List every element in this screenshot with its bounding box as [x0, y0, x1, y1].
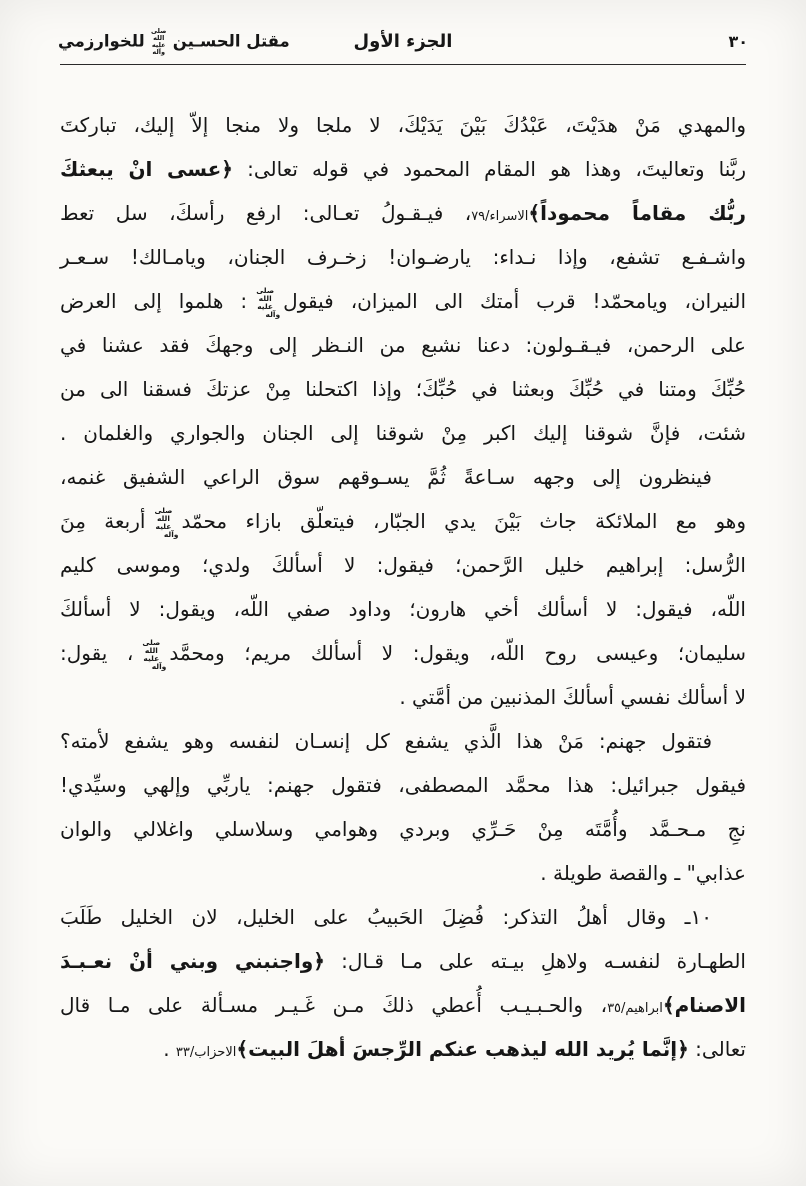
text-segment: حُبِّكَ ومتنا في حُبِّكَ وبعثنا في حُبِّكَ؛ وإذا اكتحلنا مِنْ عزتكَ فسقنا الى من: [60, 377, 746, 401]
text-line: [60, 103, 746, 147]
text-segment: على الرحمن، فيـقـولون: دعنا نشبع من النـظر إلى وجهكَ فقد عشنا في: [60, 333, 746, 357]
text-line: [60, 235, 746, 279]
text-segment: الرُّسل: إبراهيم خليل الرَّحمن؛ فيقول: لا أسألكَ ولدي؛ وموسى كليم: [60, 553, 746, 577]
text-line: [60, 851, 746, 895]
verse-reference: الاسراء/٧٩: [471, 209, 529, 224]
book-title-author: للخوارزمي: [57, 31, 145, 51]
verse-reference: ابراهيم/٣٥: [607, 1001, 663, 1016]
text-line: [60, 499, 746, 543]
text-segment: النيران، ويامحمّد! قرب أمتك الى الميزان، فيقول: [283, 289, 746, 313]
body-text: [0, 103, 806, 1071]
page-number: ٣٠: [728, 31, 748, 51]
text-line: [60, 147, 746, 191]
text-line: [60, 323, 746, 367]
text-segment: واشـفـع تشفع، وإذا نـداء: يارضـوان! زخـرف الجنان، ويامـالك! سـعـر: [60, 245, 746, 269]
page-header: [0, 24, 806, 64]
header-divider: [60, 64, 746, 65]
text-segment: فيقول جبرائيل: هذا محمَّد المصطفى، فتقول جهنم: ياربِّي وإلهي وسيِّدي!: [60, 773, 746, 797]
book-title: [58, 28, 354, 56]
text-segment: فتقول جهنم: مَنْ هذا الَّذي يشفع كل إنسـان لنفسه وهو يشفع لأمته؟: [60, 729, 712, 753]
salawat-icon: صلى الله عليه وآله: [256, 285, 281, 319]
text-segment: الطهـارة لنفسـه ولاهلِ بيـته على مـا قـال:: [324, 949, 746, 973]
text-segment: نجِ مـحـمَّد وأُمَّتَه مِنْ حَـرِّي وبردي وهوامي وسلاسلي واغلالي والوان: [60, 817, 746, 841]
text-line: [60, 543, 746, 587]
text-segment: أربعة مِنَ: [60, 509, 146, 533]
text-line: [60, 983, 746, 1027]
text-line: [60, 1027, 746, 1071]
text-segment: فينظرون إلى وجهه سـاعةً ثُمَّ يسـوقهم سوق الراعي الشفيق غنمه،: [60, 465, 712, 489]
salawat-icon: صلى الله عليه وآله: [154, 505, 179, 539]
text-segment: : هلموا إلى العرض: [60, 289, 248, 313]
salawat-icon: صلى الله عليه وآله: [142, 637, 167, 671]
text-line: [60, 631, 746, 675]
text-line: [60, 587, 746, 631]
text-line: [60, 895, 746, 939]
book-title-text: مقتل الحسـين: [172, 31, 290, 51]
text-segment: ربَّنا وتعاليتَ، وهذا هو المقام المحمود في قوله تعالى:: [233, 157, 746, 181]
salawat-icon: صلى الله عليه وآله: [150, 27, 167, 56]
text-segment: عذابي" ـ والقصة طويلة .: [540, 861, 746, 885]
text-segment: وهو مع الملائكة جاث بَيْنَ يدي الجبّار، فيتعلّق بازاء محمّد: [181, 509, 746, 533]
text-line: [60, 675, 746, 719]
text-segment: .: [163, 1037, 176, 1061]
text-segment: اللّه، فيقول: لا أسألك أخي هارون؛ وداود صفي اللّه، ويقول: لا أسألكَ: [60, 597, 746, 621]
text-line: [60, 763, 746, 807]
verse-reference: الاحزاب/٣٣: [175, 1045, 237, 1060]
quran-verse: ربُّك مقاماً محموداً﴾: [528, 201, 746, 225]
quran-verse: ﴿واجنبني وبني أنْ نعـبـدَ: [60, 949, 325, 973]
text-line: [60, 939, 746, 983]
quran-verse: ﴿عسى انْ يبعثكَ: [60, 157, 234, 181]
text-line: [60, 411, 746, 455]
text-line: [60, 279, 746, 323]
text-line: [60, 455, 746, 499]
text-segment: ١٠ـ وقال أهلُ التذكر: فُضِلَ الحَبيبُ على الخليل، لان الخليل طَلَبَ: [60, 905, 712, 929]
text-segment: ، فيـقـولُ تعـالى: ارفع رأسكَ، سل تعط: [60, 201, 472, 225]
text-segment: تعالى:: [688, 1037, 746, 1061]
text-line: [60, 807, 746, 851]
text-segment: ، والحـبـيـب أُعطي ذلكَ مـن غَـيـر مسـألة على مـا قال: [60, 993, 608, 1017]
quran-verse: ﴿إنَّما يُريد الله ليذهب عنكم الرِّجسَ أهلَ البيت﴾: [236, 1037, 689, 1061]
text-segment: شئت، فإنَّ شوقنا إليك اكبر مِنْ شوقنا إلى الجنان والجواري والغلمان .: [60, 421, 746, 445]
text-segment: لا أسألك نفسي أسألكَ المذنبين من أمَّتي .: [399, 685, 746, 709]
text-segment: ، يقول:: [60, 641, 134, 665]
text-segment: سليمان؛ وعيسى روح اللّه، ويقول: لا أسألك مريم؛ ومحمَّد: [169, 641, 746, 665]
quran-verse: الاصنام﴾: [662, 993, 746, 1017]
part-title: الجزء الأول: [353, 30, 453, 52]
text-line: [60, 719, 746, 763]
text-segment: والمهدي مَنْ هدَيْتَ، عَبْدُكَ بَيْنَ يَدَيْكَ، لا ملجا ولا منجا إلاّ إليك، تباركتَ: [60, 113, 746, 137]
text-line: [60, 191, 746, 235]
text-line: [60, 367, 746, 411]
